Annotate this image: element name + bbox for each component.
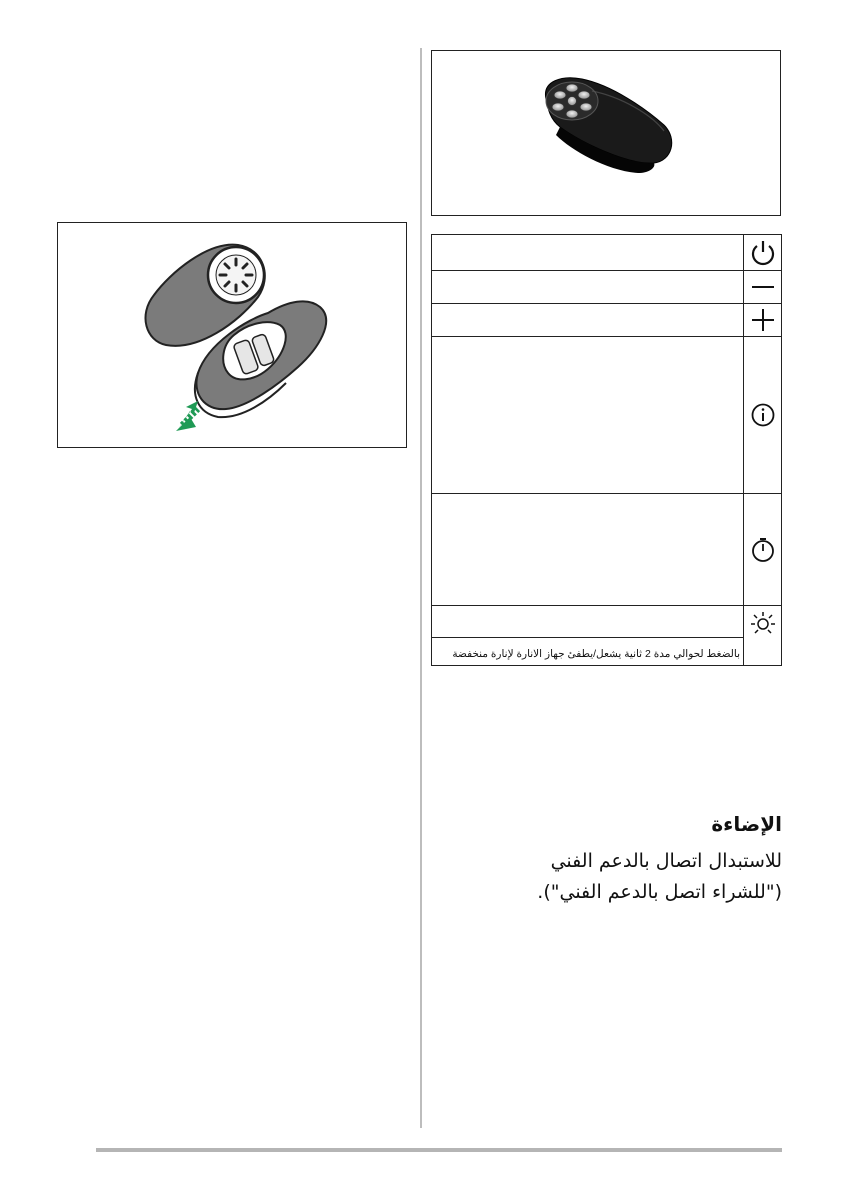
info-icon	[750, 402, 776, 428]
column-divider	[420, 48, 422, 1128]
timer-icon	[750, 536, 776, 564]
lighting-section-title: الإضاءة	[711, 812, 782, 836]
battery-compartment-figure	[57, 222, 407, 448]
power-icon-cell	[744, 235, 782, 271]
info-description	[432, 337, 744, 494]
light-icon-cell	[744, 606, 782, 666]
minus-icon	[750, 277, 776, 297]
plus-icon	[750, 307, 776, 333]
info-icon-cell	[744, 337, 782, 494]
light-low-level-note: بالضغط لحوالي مدة 2 ثانية يشعل/يطفئ جهاز الانارة لإنارة منخفضة	[432, 638, 744, 666]
lighting-section-body	[452, 846, 782, 908]
button-function-table	[431, 234, 782, 666]
remote-photo-figure	[431, 50, 781, 216]
remote-battery-illustration	[58, 223, 406, 447]
power-description	[432, 235, 744, 271]
lighting-body-line-2: ("للشراء اتصل بالدعم الفني").	[537, 881, 782, 903]
plus-description	[432, 304, 744, 337]
footer-rule	[96, 1148, 782, 1152]
remote-photo-illustration	[432, 51, 780, 215]
light-description	[432, 606, 744, 638]
lighting-body-line-1: للاستبدال اتصال بالدعم الفني	[550, 850, 782, 872]
minus-icon-cell	[744, 271, 782, 304]
power-icon	[750, 239, 776, 267]
slide-direction-arrow	[176, 401, 198, 431]
timer-icon-cell	[744, 494, 782, 606]
plus-icon-cell	[744, 304, 782, 337]
minus-description	[432, 271, 744, 304]
timer-description	[432, 494, 744, 606]
light-icon	[750, 610, 776, 636]
